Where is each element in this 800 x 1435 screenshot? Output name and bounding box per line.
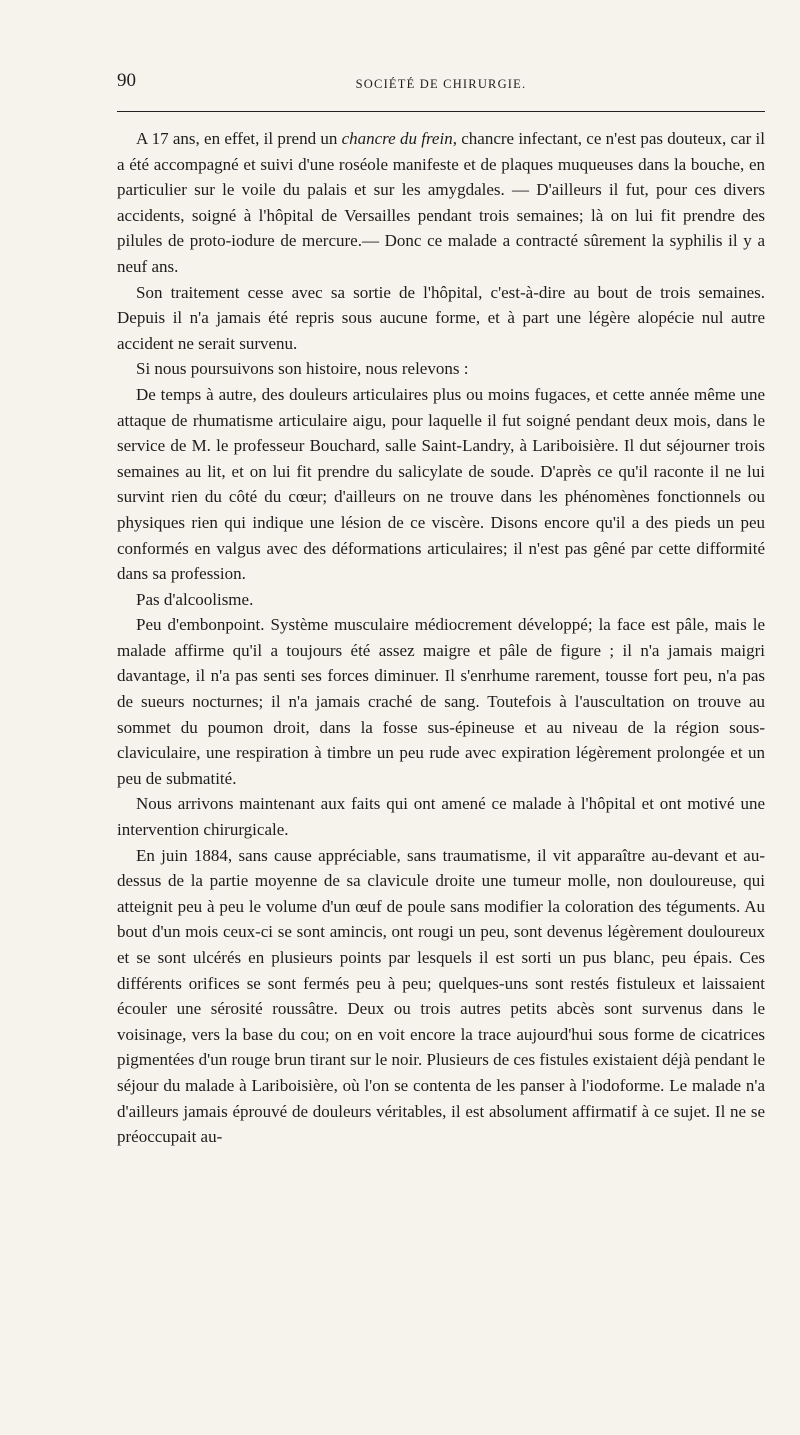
paragraph: Nous arrivons maintenant aux faits qui ont amené ce malade à l'hôpital et ont motivé une intervention chirurgicale.: [117, 794, 765, 840]
body-text: [117, 126, 765, 1150]
italic-term: chancre du frein: [341, 129, 453, 148]
paragraph: En juin 1884, sans cause appréciable, sans traumatisme, il vit apparaître au-devant et au-dessus de la partie moyenne de sa clavicule droite une tumeur molle, non douloureuse, qui atteignit peu à peu le volume d'un œuf de poule sans modifier la coloration des téguments. Au bout d'un mois ceux-ci se sont amincis, ont rougi un peu, sont devenus légèrement douloureux et se sont ulcérés en plusieurs points par lesquels il est sorti un pus blanc, peu épais. Ces différents orifices se sont fermés peu à peu; quelques-uns sont restés fistuleux et laissaient écouler une sérosité roussâtre. Deux ou trois autres petits abcès sont survenus dans le voisinage, vers la base du cou; on en voit encore la trace aujourd'hui sous forme de cicatrices pigmentées d'un rouge brun tirant sur le noir. Plusieurs de ces fistules existaient déjà pendant le séjour du malade à Lariboisière, où l'on se contenta de les panser à l'iodoforme. Le malade n'a d'ailleurs jamais éprouvé de douleurs véritables, il est absolument affirmatif à ce sujet. Il ne se préoccupait au-: [117, 845, 765, 1147]
paragraph: Pas d'alcoolisme.: [136, 589, 254, 609]
paragraph: A 17 ans, en effet, il prend un chancre du frein, chancre infectant, ce n'est pas douteux, car il a été accompagné et suivi d'une roséole manifeste et de plaques muqueuses dans la bouche, en particulier sur le voile du palais et sur les amygdales. — D'ailleurs il fut, pour ces divers accidents, soigné à l'hôpital de Versailles pendant trois semaines; là on lui fit prendre des pilules de proto-iodure de mercure.— Donc ce malade a contracté sûrement la syphilis il y a neuf ans.: [117, 129, 765, 276]
page-number: 90: [117, 70, 136, 91]
header-rule: [117, 111, 765, 112]
paragraph: Si nous poursuivons son histoire, nous relevons :: [136, 359, 469, 379]
page-header: [117, 70, 765, 100]
paragraph: Peu d'embonpoint. Système musculaire médiocrement développé; la face est pâle, mais le malade affirme qu'il a toujours été assez maigre et pâle de figure ; il n'a jamais maigri davantage, il n'a pas senti ses forces diminuer. Il s'enrhume rarement, tousse fort peu, n'a pas de sueurs nocturnes; il n'a jamais craché de sang. Toutefois à l'auscultation on trouve au sommet du poumon droit, dans la fosse sus-épineuse et au niveau de la région sous-claviculaire, une respiration à timbre un peu rude avec expiration légèrement prolongée et un peu de submatité.: [117, 615, 765, 788]
running-title: SOCIÉTÉ DE CHIRURGIE.: [355, 77, 527, 91]
paragraph: Son traitement cesse avec sa sortie de l'hôpital, c'est-à-dire au bout de trois semaines. Depuis il n'a jamais été repris sous aucune forme, et à part une légère alopécie nul autre accident ne serait survenu.: [117, 282, 765, 353]
paragraph: De temps à autre, des douleurs articulaires plus ou moins fugaces, et cette année même une attaque de rhumatisme articulaire aigu, pour laquelle il fut soigné pendant deux mois, dans le service de M. le professeur Bouchard, salle Saint-Landry, à Lariboisière. Il dut séjourner trois semaines au lit, et on lui fit prendre du salicylate de soude. D'après ce qu'il raconte il ne lui survint rien du côté du cœur; d'ailleurs on ne trouve dans les phénomènes fonctionnels ou physiques rien qui indique une lésion de ce viscère. Disons encore qu'il a des pieds un peu conformés en valgus avec des déformations articulaires; il n'est pas gêné par cette difformité dans sa profession.: [117, 384, 765, 584]
